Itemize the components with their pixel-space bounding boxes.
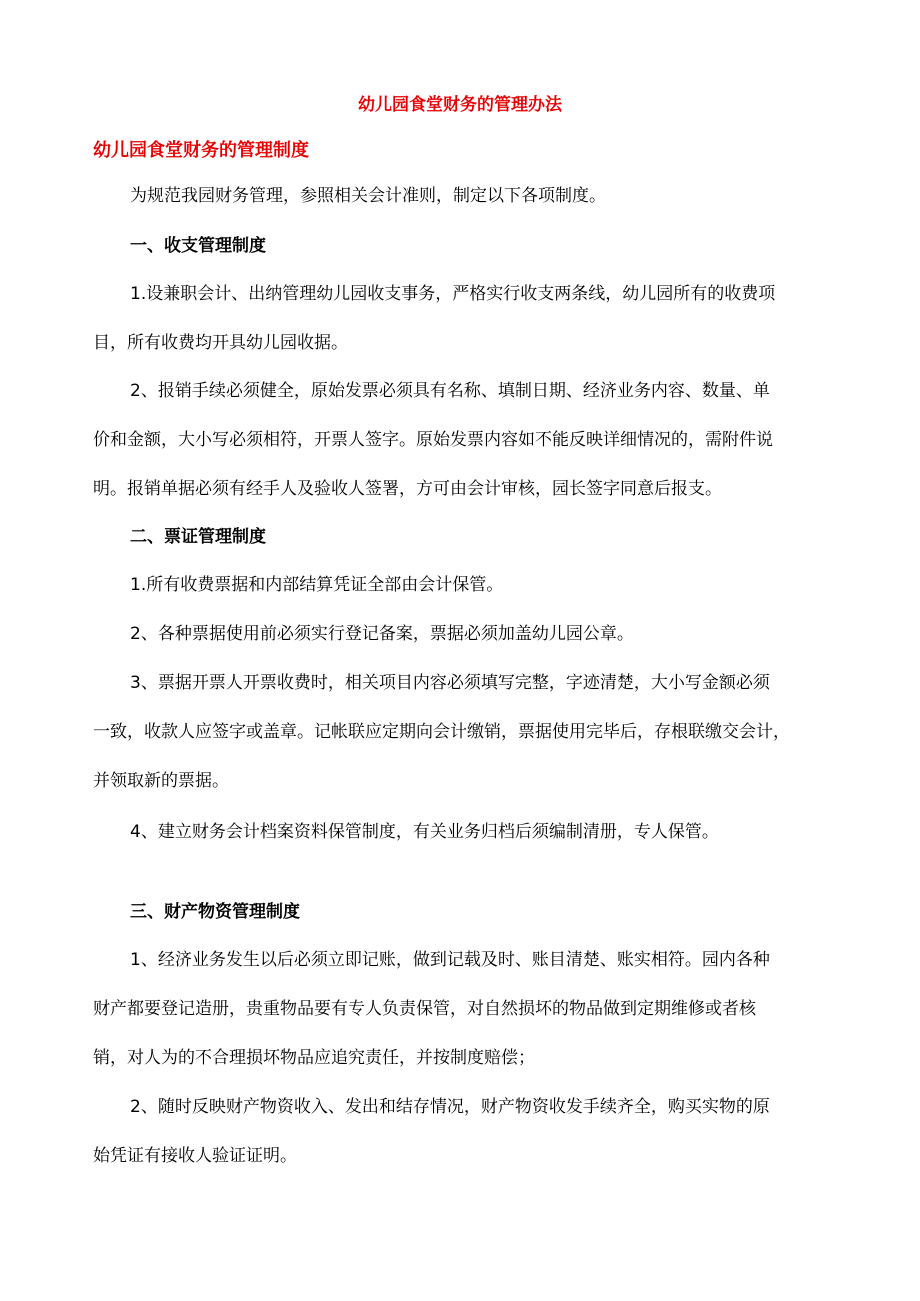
text-line: 1、经济业务发生以后必须立即记账，做到记载及时、账目清楚、账实相符。园内各种 xyxy=(130,950,770,970)
text-line: 始凭证有接收人验证证明。 xyxy=(93,1146,297,1166)
intro-paragraph xyxy=(93,172,829,221)
section-heading-property: 三、财产物资管理制度 xyxy=(130,902,300,922)
text-line: 目，所有收费均开具幼儿园收据。 xyxy=(93,333,348,353)
text-line: 明。报销单据必须有经手人及验收人签署，方可由会计审核，园长签字同意后报支。 xyxy=(93,479,722,499)
text-line: 1.设兼职会计、出纳管理幼儿园收支事务，严格实行收支两条线，幼儿园所有的收费项 xyxy=(130,284,776,304)
text-line: 1.所有收费票据和内部结算凭证全部由会计保管。 xyxy=(130,575,504,595)
text-line: 价和金额，大小写必须相符，开票人签字。原始发票内容如不能反映详细情况的，需附件说 xyxy=(93,430,773,450)
section3-item1 xyxy=(93,936,829,1083)
section3-item2 xyxy=(93,1083,829,1181)
text-line: 并领取新的票据。 xyxy=(93,771,229,791)
section2-item1 xyxy=(93,561,829,610)
document-subtitle: 幼儿园食堂财务的管理制度 xyxy=(93,140,309,161)
section2-item4 xyxy=(93,808,829,857)
intro-line: 为规范我园财务管理，参照相关会计准则，制定以下各项制度。 xyxy=(130,186,606,206)
section-heading-receipts: 二、票证管理制度 xyxy=(130,527,266,547)
text-line: 2、随时反映财产物资收入、发出和结存情况，财产物资收发手续齐全，购买实物的原 xyxy=(130,1097,770,1117)
text-line: 2、报销手续必须健全，原始发票必须具有名称、填制日期、经济业务内容、数量、单 xyxy=(130,381,770,401)
text-line: 财产都要登记造册，贵重物品要有专人负责保管，对自然损坏的物品做到定期维修或者核 xyxy=(93,999,756,1019)
text-line: 2、各种票据使用前必须实行登记备案，票据必须加盖幼儿园公章。 xyxy=(130,624,634,644)
section1-item1 xyxy=(93,270,829,368)
document-title: 幼儿园食堂财务的管理办法 xyxy=(358,95,562,115)
section1-item2 xyxy=(93,367,829,514)
text-line: 一致，收款人应签字或盖章。记帐联应定期向会计缴销，票据使用完毕后，存根联缴交会计， xyxy=(93,722,790,742)
text-line: 4、建立财务会计档案资料保管制度，有关业务归档后须编制清册，专人保管。 xyxy=(130,822,719,842)
text-line: 3、票据开票人开票收费时，相关项目内容必须填写完整，字迹清楚，大小写金额必须 xyxy=(130,673,770,693)
section-heading-income-expense: 一、收支管理制度 xyxy=(130,236,266,256)
text-line: 销，对人为的不合理损坏物品应追究责任，并按制度赔偿； xyxy=(93,1048,535,1068)
section2-item3 xyxy=(93,659,829,806)
section2-item2 xyxy=(93,610,829,659)
